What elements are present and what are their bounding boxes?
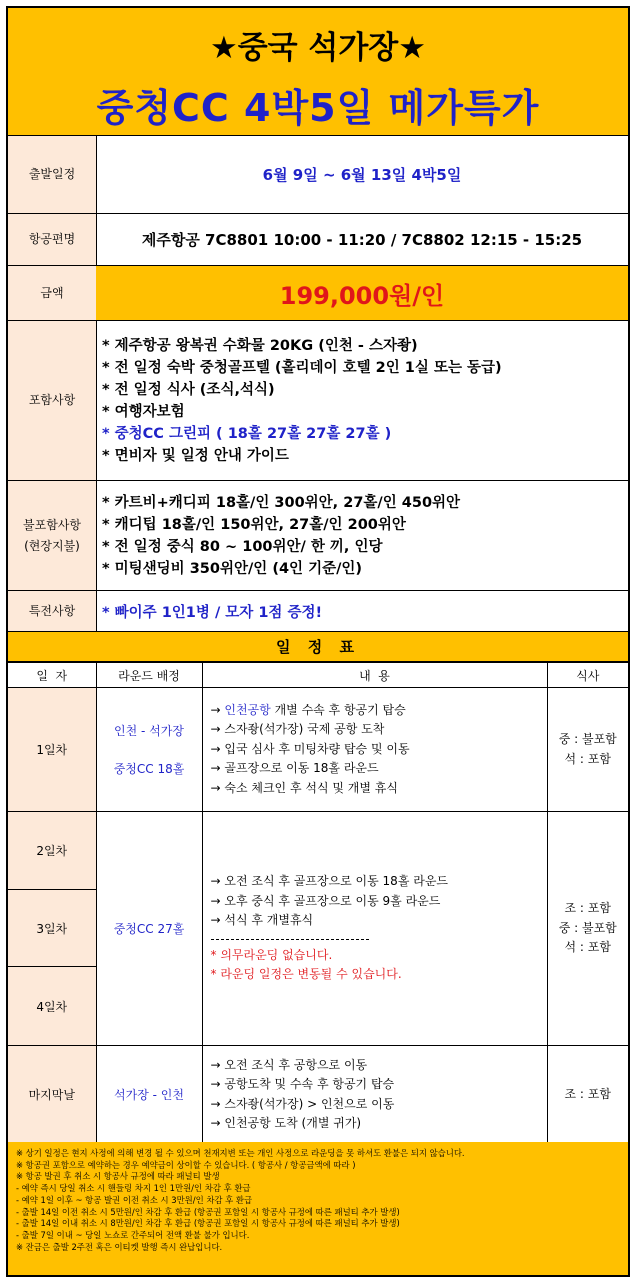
list-item: → 인천공항 도착 (개별 귀가) [210,1116,362,1130]
special-value: * 빠이주 1인1병 / 모자 1점 증정! [102,604,323,621]
note-line: - 출발 7일 이내 ~ 당일 노쇼로 간주되어 전액 환불 불가 입니다. [16,1229,250,1240]
list-item: → 스자좡(석가장) 국제 공항 도착 [210,722,385,737]
day-1-round-course: 중청CC 18홀 [113,761,185,776]
itinerary-table [8,662,628,1144]
note-line: - 출발 14일 이내 취소 시 8만원/인 차감 후 환급 (항공권 포함일 시 항공사 규정에 따른 패널티 추가 발생) [16,1218,400,1229]
included-label: 포함사항 [8,321,97,480]
day-1-content [202,688,547,812]
list-item: → 석식 후 개별휴식 [210,913,314,928]
header-title: 중청CC 4박5일 메가특가 [96,86,540,130]
excluded-item: * 미팅샌딩비 350위안/인 (4인 기준/인) [102,560,363,577]
price-value: 199,000원/인 [279,281,445,310]
last-day-round: 석가장 - 인천 [96,1046,202,1144]
last-day-content [202,1046,547,1144]
meal-dinner: 석 : 포함 [564,751,611,766]
included-item: * 여행자보험 [102,403,185,420]
table-row [8,688,628,812]
note-line: - 출발 14일 이전 취소 시 5만원/인 차감 후 환급 (항공권 포함일 시 항공사 규정에 따른 패널티 추가 발생) [16,1206,400,1217]
list-item: → 오전 조식 후 공항으로 이동 [210,1057,368,1072]
header-subtitle: ★중국 석가장★ [209,30,427,66]
included-row [8,321,628,481]
note-line: ※ 항공권 포함으로 예약하는 경우 예약금이 상이할 수 있습니다. ( 항공사 / 항공금액에 따라 ) [16,1159,356,1170]
excluded-item: * 전 일정 중식 80 ~ 100위안/ 한 끼, 인당 [102,538,383,555]
day-1-cell: 1일차 [8,688,96,812]
note-line: ※ 상기 일정은 현지 사정에 의해 변경 될 수 있으며 천재지변 또는 개인 사정으로 라운딩을 못 하셔도 환불은 되지 않습니다. [16,1148,465,1158]
special-label: 특전사항 [8,591,97,631]
itinerary-header-row [8,663,628,688]
included-item: * 전 일정 숙박 중청골프텔 (홀리데이 호텔 2인 1실 또는 동급) [102,359,502,376]
mid-round: 중청CC 27홀 [96,812,202,1046]
col-header-content: 내 용 [202,663,547,688]
list-item: → 입국 심사 후 미팅차량 탑승 및 이동 [210,741,410,756]
day-1-round [96,688,202,812]
flight-label: 항공편명 [8,214,97,265]
day-2-cell: 2일차 [8,812,96,890]
list-item: → 숙소 체크인 후 석식 및 개별 휴식 [210,780,398,795]
last-day-meal: 조 : 포함 [547,1046,628,1144]
note-line: - 예약 1일 이후 ~ 항공 발권 이전 취소 시 3만원/인 차감 후 환급 [16,1194,253,1205]
col-header-round: 라운드 배정 [96,663,202,688]
table-row [8,1046,628,1144]
meal-lunch: 중 : 불포함 [558,732,617,746]
mid-content [202,812,547,1046]
included-item: * 면비자 및 일정 안내 가이드 [102,447,289,464]
list-item: → 스자좡(석가장) > 인천으로 이동 [210,1096,395,1111]
note-line: ※ 잔금은 출발 2주전 혹은 이티켓 발행 즉시 완납입니다. [16,1241,223,1252]
list-item: → 공항도착 및 수속 후 항공기 탑승 [210,1077,395,1091]
price-label: 금액 [8,266,97,320]
excluded-item: * 캐디팁 18홀/인 150위안, 27홀/인 200위안 [102,516,406,533]
excluded-item: * 카트비+캐디피 18홀/인 300위안, 27홀/인 450위안 [102,494,461,511]
table-row [8,812,628,890]
excluded-label [8,481,97,590]
meal-breakfast: 조 : 포함 [564,901,611,916]
meal-dinner: 석 : 포함 [564,940,611,955]
excluded-list [102,492,460,580]
list-item: → 인천공항 개별 수속 후 항공기 탑승 [210,702,406,717]
col-header-day: 일 자 [8,663,96,688]
departure-value: 6월 9일 ~ 6월 13일 4박5일 [262,166,462,184]
departure-label: 출발일정 [8,136,97,213]
excluded-label-line1: 불포함사항 [23,517,81,532]
included-list [102,335,502,467]
day-1-meal [547,688,628,812]
day-3-cell: 3일차 [8,890,96,967]
departure-row [8,136,628,214]
notes-box [8,1142,628,1275]
price-row [8,266,628,321]
flight-row [8,214,628,266]
last-day-cell: 마지막날 [8,1046,96,1144]
list-item: → 오후 중식 후 골프장으로 이동 9홀 라운드 [210,893,441,908]
mid-meal [547,812,628,1046]
header [8,8,628,136]
col-header-meal: 식사 [547,663,628,688]
excluded-label-line2: (현장지불) [24,538,80,553]
meal-lunch: 중 : 불포함 [558,920,617,935]
note-item: * 라운딩 일정은 변동될 수 있습니다. [210,967,402,982]
note-line: - 예약 즉시 당일 취소 시 핸들링 차지 1인 1만원/인 차감 후 환급 [16,1183,251,1194]
flight-value: 제주항공 7C8801 10:00 - 11:20 / 7C8802 12:15 - 15:25 [141,231,583,249]
day-1-round-route: 인천 - 석가장 [114,723,184,738]
included-item: * 중청CC 그린피 ( 18홀 27홀 27홀 27홀 ) [102,425,392,442]
included-item: * 제주항공 왕복권 수화물 20KG (인천 - 스자좡) [102,337,418,354]
list-item: → 골프장으로 이동 18홀 라운드 [210,761,379,776]
schedule-title: 일 정 표 [8,632,628,662]
promo-sheet [6,6,630,1277]
list-item: → 오전 조식 후 골프장으로 이동 18홀 라운드 [210,874,448,889]
note-line: ※ 항공 발권 후 취소 시 항공사 규정에 따라 패널티 발생 [16,1171,220,1182]
day-4-cell: 4일차 [8,967,96,1046]
special-row [8,591,628,632]
note-item: * 의무라운딩 없습니다. [210,947,333,962]
dashed-divider [211,939,369,940]
included-item: * 전 일정 식사 (조식,석식) [102,381,275,398]
excluded-row [8,481,628,591]
